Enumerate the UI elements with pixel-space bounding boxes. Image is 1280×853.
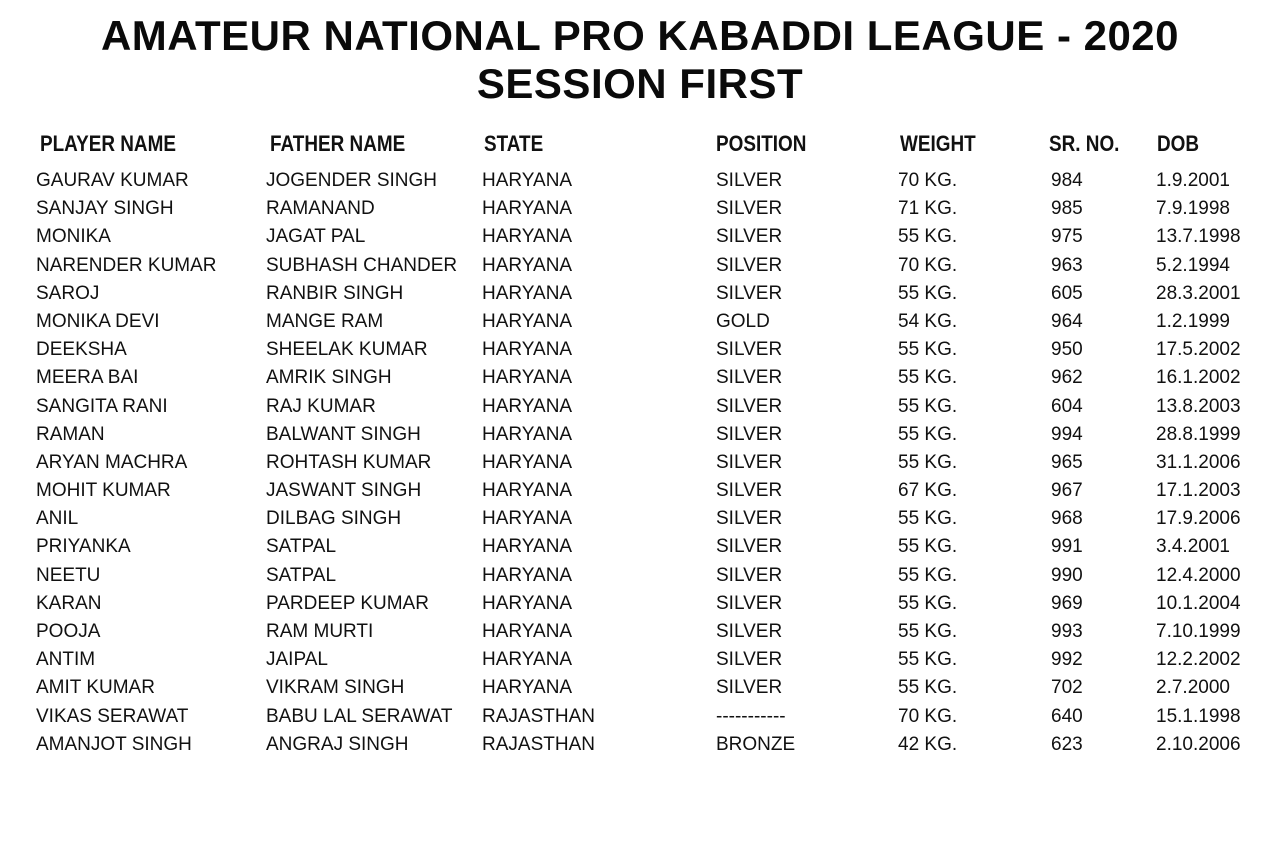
sr-no-cell: 968 bbox=[1051, 508, 1083, 530]
column-header-weight: WEIGHT bbox=[900, 131, 976, 156]
player-name-cell: ANTIM bbox=[36, 649, 96, 671]
sr-no-cell: 992 bbox=[1051, 649, 1083, 671]
weight-cell: 55 KG. bbox=[898, 536, 958, 558]
table-row bbox=[0, 336, 1280, 364]
column-header-position: POSITION bbox=[716, 131, 807, 156]
player-name-cell: ANIL bbox=[36, 508, 79, 530]
state-cell: HARYANA bbox=[482, 508, 573, 530]
father-name-cell: ROHTASH KUMAR bbox=[266, 451, 432, 473]
state-cell: HARYANA bbox=[482, 282, 573, 304]
position-cell: SILVER bbox=[716, 170, 783, 191]
sr-no-cell: 964 bbox=[1051, 310, 1083, 332]
dob-cell: 13.7.1998 bbox=[1156, 226, 1241, 248]
player-name-cell: AMANJOT SINGH bbox=[36, 733, 192, 755]
sr-no-cell: 604 bbox=[1051, 395, 1083, 417]
state-cell: HARYANA bbox=[482, 226, 573, 248]
state-cell: HARYANA bbox=[482, 536, 573, 558]
father-name-cell: RANBIR SINGH bbox=[266, 282, 404, 304]
table-row bbox=[0, 252, 1280, 280]
state-cell: HARYANA bbox=[482, 170, 573, 191]
weight-cell: 70 KG. bbox=[898, 705, 958, 727]
dob-cell: 16.1.2002 bbox=[1156, 367, 1241, 389]
father-name-cell: JAGAT PAL bbox=[266, 226, 366, 248]
father-name-cell: JAIPAL bbox=[266, 649, 328, 671]
player-name-cell: SANGITA RANI bbox=[36, 395, 168, 417]
position-cell: SILVER bbox=[716, 649, 783, 671]
player-name-cell: AMIT KUMAR bbox=[36, 677, 155, 699]
table-row bbox=[0, 703, 1280, 731]
sr-no-cell: 991 bbox=[1051, 536, 1083, 558]
dob-cell: 2.10.2006 bbox=[1156, 733, 1241, 755]
player-name-cell: MOHIT KUMAR bbox=[36, 480, 171, 502]
position-cell: SILVER bbox=[716, 451, 783, 473]
father-name-cell: RAMANAND bbox=[266, 198, 375, 220]
weight-cell: 55 KG. bbox=[898, 564, 958, 586]
dob-cell: 17.1.2003 bbox=[1156, 480, 1241, 502]
sr-no-cell: 963 bbox=[1051, 254, 1083, 276]
weight-cell: 55 KG. bbox=[898, 451, 958, 473]
father-name-cell: RAJ KUMAR bbox=[266, 395, 376, 417]
state-cell: HARYANA bbox=[482, 339, 573, 361]
dob-cell: 10.1.2004 bbox=[1156, 592, 1241, 614]
position-cell: SILVER bbox=[716, 339, 783, 361]
weight-cell: 67 KG. bbox=[898, 480, 958, 502]
player-name-cell: PRIYANKA bbox=[36, 536, 131, 558]
table-row bbox=[0, 477, 1280, 505]
father-name-cell: ANGRAJ SINGH bbox=[266, 733, 409, 755]
player-name-cell: SANJAY SINGH bbox=[36, 198, 174, 220]
document-title: AMATEUR NATIONAL PRO KABADDI LEAGUE - 2020 bbox=[100, 12, 1180, 59]
dob-cell: 28.8.1999 bbox=[1156, 423, 1241, 445]
dob-cell: 12.2.2002 bbox=[1156, 649, 1241, 671]
sr-no-cell: 640 bbox=[1051, 705, 1083, 727]
player-name-cell: VIKAS SERAWAT bbox=[36, 705, 189, 727]
state-cell: HARYANA bbox=[482, 677, 573, 699]
weight-cell: 55 KG. bbox=[898, 339, 958, 361]
player-name-cell: MONIKA bbox=[36, 226, 111, 248]
player-name-cell: SAROJ bbox=[36, 282, 100, 304]
table-header bbox=[0, 128, 1280, 160]
father-name-cell: BALWANT SINGH bbox=[266, 423, 421, 445]
state-cell: RAJASTHAN bbox=[482, 705, 595, 727]
weight-cell: 55 KG. bbox=[898, 226, 958, 248]
player-name-cell: NEETU bbox=[36, 564, 101, 586]
sr-no-cell: 969 bbox=[1051, 592, 1083, 614]
father-name-cell: JOGENDER SINGH bbox=[266, 170, 438, 191]
dob-cell: 7.9.1998 bbox=[1156, 198, 1230, 220]
player-name-cell: MONIKA DEVI bbox=[36, 310, 160, 332]
table-row bbox=[0, 364, 1280, 392]
player-table-body bbox=[0, 167, 1280, 759]
weight-cell: 42 KG. bbox=[898, 733, 958, 755]
position-cell: SILVER bbox=[716, 423, 783, 445]
state-cell: HARYANA bbox=[482, 621, 573, 642]
table-row bbox=[0, 674, 1280, 702]
position-cell: SILVER bbox=[716, 536, 783, 558]
player-name-cell: RAMAN bbox=[36, 423, 105, 445]
state-cell: RAJASTHAN bbox=[482, 733, 595, 755]
state-cell: HARYANA bbox=[482, 564, 573, 586]
position-cell: SILVER bbox=[716, 367, 783, 389]
sr-no-cell: 984 bbox=[1051, 170, 1083, 191]
dob-cell: 28.3.2001 bbox=[1156, 282, 1241, 304]
position-cell: SILVER bbox=[716, 282, 783, 304]
father-name-cell: SUBHASH CHANDER bbox=[266, 254, 458, 276]
weight-cell: 71 KG. bbox=[898, 198, 958, 220]
table-row bbox=[0, 308, 1280, 336]
sr-no-cell: 967 bbox=[1051, 480, 1083, 502]
dob-cell: 12.4.2000 bbox=[1156, 564, 1241, 586]
player-name-cell: GAURAV KUMAR bbox=[36, 170, 189, 191]
sr-no-cell: 985 bbox=[1051, 198, 1083, 220]
father-name-cell: MANGE RAM bbox=[266, 310, 384, 332]
dob-cell: 7.10.1999 bbox=[1156, 621, 1241, 642]
state-cell: HARYANA bbox=[482, 480, 573, 502]
table-row bbox=[0, 562, 1280, 590]
sr-no-cell: 965 bbox=[1051, 451, 1083, 473]
player-name-cell: ARYAN MACHRA bbox=[36, 451, 188, 473]
state-cell: HARYANA bbox=[482, 254, 573, 276]
weight-cell: 55 KG. bbox=[898, 677, 958, 699]
weight-cell: 55 KG. bbox=[898, 282, 958, 304]
dob-cell: 17.5.2002 bbox=[1156, 339, 1241, 361]
dob-cell: 5.2.1994 bbox=[1156, 254, 1230, 276]
sr-no-cell: 702 bbox=[1051, 677, 1083, 699]
sr-no-cell: 990 bbox=[1051, 564, 1083, 586]
weight-cell: 55 KG. bbox=[898, 621, 958, 642]
father-name-cell: SATPAL bbox=[266, 564, 337, 586]
sr-no-cell: 623 bbox=[1051, 733, 1083, 755]
column-header-sr-no: SR. NO. bbox=[1049, 131, 1120, 156]
father-name-cell: RAM MURTI bbox=[266, 621, 374, 642]
position-cell: ----------- bbox=[716, 705, 786, 727]
dob-cell: 17.9.2006 bbox=[1156, 508, 1241, 530]
position-cell: SILVER bbox=[716, 480, 783, 502]
weight-cell: 70 KG. bbox=[898, 254, 958, 276]
table-row bbox=[0, 195, 1280, 223]
column-header-father-name: FATHER NAME bbox=[270, 131, 406, 156]
state-cell: HARYANA bbox=[482, 198, 573, 220]
father-name-cell: SATPAL bbox=[266, 536, 337, 558]
table-row bbox=[0, 167, 1280, 195]
state-cell: HARYANA bbox=[482, 649, 573, 671]
table-row bbox=[0, 618, 1280, 646]
sr-no-cell: 962 bbox=[1051, 367, 1083, 389]
position-cell: BRONZE bbox=[716, 733, 796, 755]
weight-cell: 70 KG. bbox=[898, 170, 958, 191]
position-cell: SILVER bbox=[716, 677, 783, 699]
table-row bbox=[0, 421, 1280, 449]
weight-cell: 55 KG. bbox=[898, 649, 958, 671]
dob-cell: 1.2.1999 bbox=[1156, 310, 1230, 332]
weight-cell: 55 KG. bbox=[898, 423, 958, 445]
father-name-cell: VIKRAM SINGH bbox=[266, 677, 405, 699]
state-cell: HARYANA bbox=[482, 451, 573, 473]
document-subtitle: SESSION FIRST bbox=[476, 60, 804, 107]
state-cell: HARYANA bbox=[482, 367, 573, 389]
dob-cell: 13.8.2003 bbox=[1156, 395, 1241, 417]
table-row bbox=[0, 731, 1280, 759]
player-name-cell: DEEKSHA bbox=[36, 339, 127, 361]
father-name-cell: SHEELAK KUMAR bbox=[266, 339, 428, 361]
sr-no-cell: 994 bbox=[1051, 423, 1083, 445]
sr-no-cell: 605 bbox=[1051, 282, 1083, 304]
position-cell: SILVER bbox=[716, 198, 783, 220]
sr-no-cell: 950 bbox=[1051, 339, 1083, 361]
father-name-cell: DILBAG SINGH bbox=[266, 508, 402, 530]
position-cell: SILVER bbox=[716, 254, 783, 276]
dob-cell: 15.1.1998 bbox=[1156, 705, 1241, 727]
table-row bbox=[0, 280, 1280, 308]
father-name-cell: AMRIK SINGH bbox=[266, 367, 392, 389]
sr-no-cell: 993 bbox=[1051, 621, 1083, 642]
table-row bbox=[0, 646, 1280, 674]
player-name-cell: KARAN bbox=[36, 592, 102, 614]
dob-cell: 31.1.2006 bbox=[1156, 451, 1241, 473]
dob-cell: 1.9.2001 bbox=[1156, 170, 1230, 191]
weight-cell: 55 KG. bbox=[898, 592, 958, 614]
column-header-dob: DOB bbox=[1157, 131, 1200, 156]
father-name-cell: PARDEEP KUMAR bbox=[266, 592, 429, 614]
table-row bbox=[0, 590, 1280, 618]
position-cell: SILVER bbox=[716, 564, 783, 586]
position-cell: SILVER bbox=[716, 508, 783, 530]
weight-cell: 55 KG. bbox=[898, 395, 958, 417]
position-cell: GOLD bbox=[716, 310, 770, 332]
position-cell: SILVER bbox=[716, 395, 783, 417]
weight-cell: 54 KG. bbox=[898, 310, 958, 332]
weight-cell: 55 KG. bbox=[898, 508, 958, 530]
table-row bbox=[0, 533, 1280, 561]
dob-cell: 3.4.2001 bbox=[1156, 536, 1230, 558]
player-name-cell: POOJA bbox=[36, 621, 101, 642]
position-cell: SILVER bbox=[716, 592, 783, 614]
column-header-player-name: PLAYER NAME bbox=[40, 131, 176, 156]
state-cell: HARYANA bbox=[482, 395, 573, 417]
column-header-state: STATE bbox=[484, 131, 544, 156]
table-row bbox=[0, 223, 1280, 251]
state-cell: HARYANA bbox=[482, 592, 573, 614]
weight-cell: 55 KG. bbox=[898, 367, 958, 389]
position-cell: SILVER bbox=[716, 621, 783, 642]
state-cell: HARYANA bbox=[482, 310, 573, 332]
table-row bbox=[0, 393, 1280, 421]
player-name-cell: NARENDER KUMAR bbox=[36, 254, 217, 276]
table-row bbox=[0, 449, 1280, 477]
table-row bbox=[0, 505, 1280, 533]
dob-cell: 2.7.2000 bbox=[1156, 677, 1230, 699]
player-name-cell: MEERA BAI bbox=[36, 367, 139, 389]
state-cell: HARYANA bbox=[482, 423, 573, 445]
position-cell: SILVER bbox=[716, 226, 783, 248]
father-name-cell: JASWANT SINGH bbox=[266, 480, 422, 502]
father-name-cell: BABU LAL SERAWAT bbox=[266, 705, 453, 727]
sr-no-cell: 975 bbox=[1051, 226, 1083, 248]
